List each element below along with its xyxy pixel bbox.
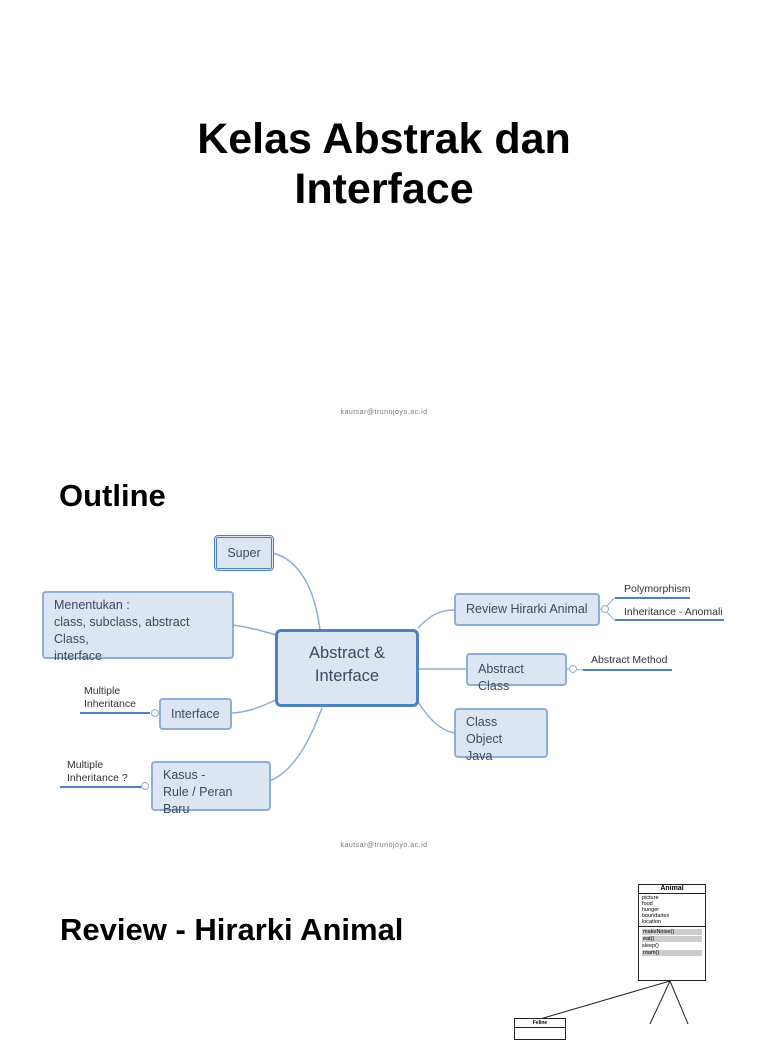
leaf-multiple-inheritance-question-line2: Inheritance ?: [67, 772, 128, 784]
slide-title-line2: Interface: [294, 165, 474, 213]
uml-method: sleep(): [642, 943, 659, 949]
node-class-object: [454, 708, 548, 763]
title-slide: [0, 0, 768, 440]
leaf-multiple-inheritance-line1: Multiple: [84, 685, 121, 697]
leaf-multiple-inheritance-line2: Inheritance: [84, 698, 136, 710]
leaf-polymorphism: Polymorphism: [624, 583, 691, 595]
slide-footer: kautsar@trunojoyo.ac.id: [340, 409, 428, 416]
node-kasus-line1: Kasus -: [163, 768, 206, 782]
leaf-inheritance-anomali: Inheritance - Anomali: [624, 606, 723, 618]
uml-attribute: location: [642, 919, 661, 925]
outline-heading: Outline: [59, 478, 166, 513]
slide-title-line1: Kelas Abstrak dan: [197, 115, 571, 163]
uml-method: eat(): [642, 936, 702, 942]
uml-child-class-name: Feline: [515, 1019, 565, 1028]
leaf-multiple-inheritance-question: [67, 759, 128, 785]
slide-footer: kautsar@trunojoyo.ac.id: [340, 842, 428, 849]
node-review-hirarki: Review Hirarki Animal: [454, 593, 600, 626]
leaf-multiple-inheritance-question-line1: Multiple: [67, 759, 104, 771]
uml-method: roam(): [642, 950, 702, 956]
node-menentukan-line3: interface: [54, 649, 102, 663]
uml-attribute: boundaries: [642, 913, 670, 919]
node-menentukan-line1: Menentukan :: [54, 598, 130, 612]
node-center-line1: Abstract &: [308, 644, 386, 662]
node-super: Super: [214, 535, 274, 571]
node-class-object-line1: Class Object: [466, 715, 503, 746]
uml-attribute: food: [642, 901, 653, 907]
uml-method: makeNoise(): [642, 929, 702, 935]
uml-methods: [639, 927, 705, 958]
node-menentukan-line2: class, subclass, abstract Class,: [54, 615, 190, 646]
node-center: [275, 629, 419, 707]
node-kasus-line2: Rule / Peran Baru: [163, 785, 233, 816]
outline-slide: [0, 440, 768, 864]
node-interface: Interface: [159, 698, 232, 730]
node-menentukan: [42, 591, 234, 663]
uml-attributes: [639, 894, 705, 927]
node-abstract-class: Abstract Class: [466, 653, 567, 686]
node-center-line2: Interface: [314, 667, 380, 685]
uml-class-animal: [638, 884, 706, 981]
uml-class-name: Animal: [639, 885, 705, 894]
review-slide: [0, 864, 768, 1024]
uml-class-feline: [514, 1018, 566, 1040]
uml-attribute: hunger: [642, 907, 660, 913]
review-heading: Review - Hirarki Animal: [60, 912, 404, 947]
leaf-abstract-method: Abstract Method: [591, 654, 668, 666]
uml-attribute: picture: [642, 895, 659, 901]
node-class-object-line2: Java: [466, 749, 493, 763]
node-kasus: [151, 761, 271, 816]
leaf-multiple-inheritance: [84, 685, 136, 711]
